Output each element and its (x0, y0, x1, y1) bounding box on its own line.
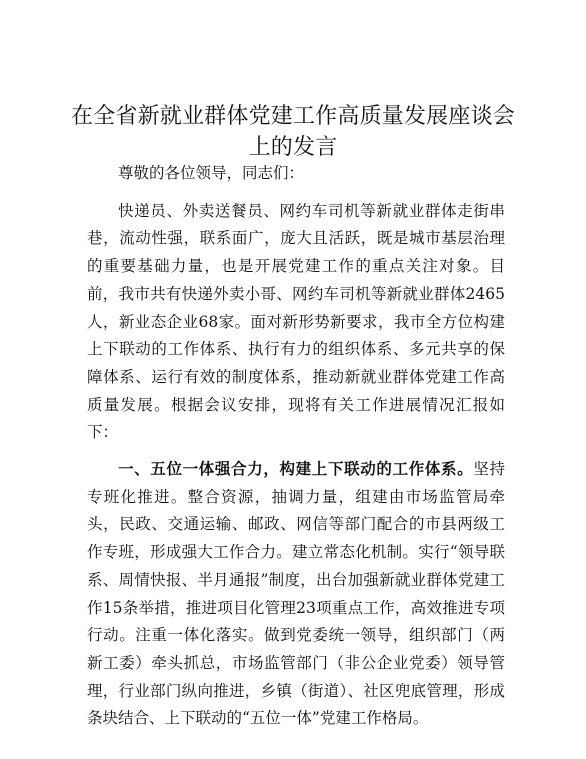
paragraph-intro: 快递员、外卖送餐员、网约车司机等新就业群体走街串巷，流动性强，联系面广，庞大且活跃，既是城市基层治理的重要基础力量，也是开展党建工作的重点关注对象。目前，我市共有快递外卖小哥、网约车司机等新就业群体2465人，新业态企业68家。面对新形势新要求，我市全方位构建上下联动的工作体系、执行有力的组织体系、多元共享的保障体系、运行有效的制度体系，推动新就业群体党建工作高质量发展。根据会议安排，现将有关工作进展情况汇报如下： (87, 201, 505, 442)
document-body (87, 160, 505, 733)
paragraph-section-one (87, 455, 505, 733)
section-one-text-1: 坚持专班化推进。整合资源，抽调力量，组建由市场监管局牵头，民政、交通运输、邮政、网信等部门配合的市县两级工作专班，形成强大工作合力。 (87, 460, 505, 562)
section-one-heading: 一、五位一体强合力，构建上下联动的工作体系。 (118, 459, 474, 479)
section-one-subheading-3: 注重一体化落实。 (135, 626, 265, 645)
section-one-text-2: 实行“领导联系、周情快报、半月通报”制度，出台加强新就业群体党建工作15条举措，推进项目化管理23项重点工作，高效推进专项行动。 (87, 543, 505, 645)
section-one-text-3: 做到党委统一领导，组织部门（两新工委）牵头抓总，市场监管部门（非公企业党委）领导管理，行业部门纵向推进，乡镇（街道）、社区兜底管理，形成条块结合、上下联动的“五位一体”党建工作格局。 (87, 626, 505, 728)
document-title: 在全省新就业群体党建工作高质量发展座谈会上的发言 (70, 104, 515, 160)
section-one-subheading-2: 建立常态化机制。 (292, 543, 419, 562)
greeting: 尊敬的各位领导，同志们： (118, 164, 305, 182)
